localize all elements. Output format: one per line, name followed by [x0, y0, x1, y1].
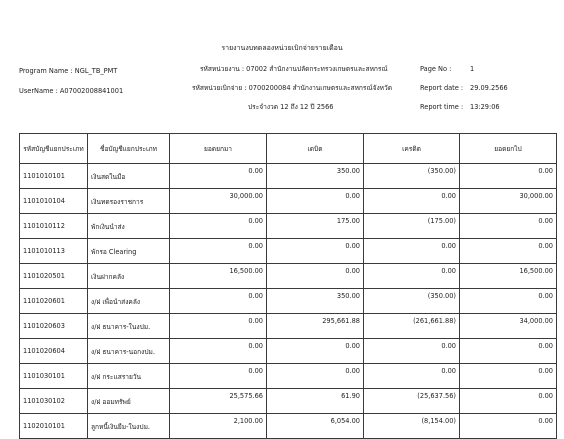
opening-balance: 0.00 — [170, 314, 267, 339]
opening-balance: 2,100.00 — [170, 414, 267, 439]
account-code: 1101020501 — [20, 264, 88, 289]
credit: 0.00 — [364, 339, 460, 364]
opening-balance: 0.00 — [170, 289, 267, 314]
credit: (8,154.00) — [364, 414, 460, 439]
account-code: 1101010113 — [20, 239, 88, 264]
account-name: ง/ฝ ธนาคาร-ในงปม. — [88, 314, 170, 339]
credit: 0.00 — [364, 239, 460, 264]
account-code: 1101020604 — [20, 339, 88, 364]
account-code: 1101020601 — [20, 289, 88, 314]
credit: (25,637.56) — [364, 389, 460, 414]
account-name: เงินทดรองราชการ — [88, 189, 170, 214]
report-time-label: Report time : — [420, 103, 464, 111]
account-name: พักเงินนำส่ง — [88, 214, 170, 239]
report-title: รายงานงบทดลองหน่วยเบิกจ่ายรายเดือน — [221, 44, 343, 52]
opening-balance: 30,000.00 — [170, 189, 267, 214]
account-name: ง/ฝ ออมทรัพย์ — [88, 389, 170, 414]
table-row — [20, 264, 557, 289]
account-code: 1102010101 — [20, 414, 88, 439]
account-code: 1101010104 — [20, 189, 88, 214]
opening-balance: 0.00 — [170, 239, 267, 264]
opening-balance: 0.00 — [170, 364, 267, 389]
closing-balance: 0.00 — [460, 389, 557, 414]
closing-balance: 0.00 — [460, 164, 557, 189]
debit: 0.00 — [267, 339, 364, 364]
table-row — [20, 289, 557, 314]
col-header-account-name: ชื่อบัญชีแยกประเภท — [88, 134, 170, 164]
account-name: เงินฝากคลัง — [88, 264, 170, 289]
account-code: 1101030102 — [20, 389, 88, 414]
col-header-opening-balance: ยอดยกมา — [170, 134, 267, 164]
closing-balance: 0.00 — [460, 289, 557, 314]
credit: (350.00) — [364, 289, 460, 314]
closing-balance: 0.00 — [460, 414, 557, 439]
closing-balance: 0.00 — [460, 364, 557, 389]
disbursing-unit-line: รหัสหน่วยเบิกจ่าย : 0700200084 สำนักงานเกษตรและสหกรณ์จังหวัด — [192, 84, 392, 92]
account-name: เงินสดในมือ — [88, 164, 170, 189]
debit: 175.00 — [267, 214, 364, 239]
closing-balance: 16,500.00 — [460, 264, 557, 289]
col-header-account-code: รหัสบัญชีแยกประเภท — [20, 134, 88, 164]
closing-balance: 0.00 — [460, 239, 557, 264]
debit: 61.90 — [267, 389, 364, 414]
credit: 0.00 — [364, 189, 460, 214]
report-time-value: 13:29:06 — [470, 103, 500, 111]
table-row — [20, 214, 557, 239]
debit: 350.00 — [267, 164, 364, 189]
report-date-value: 29.09.2566 — [470, 84, 508, 92]
account-code: 1101030101 — [20, 364, 88, 389]
closing-balance: 0.00 — [460, 339, 557, 364]
col-header-debit: เดบิต — [267, 134, 364, 164]
credit: (261,661.88) — [364, 314, 460, 339]
period-line: ประจำงวด 12 ถึง 12 ปี 2566 — [248, 103, 334, 111]
page-value: 1 — [470, 65, 475, 73]
account-code: 1101010101 — [20, 164, 88, 189]
opening-balance: 0.00 — [170, 164, 267, 189]
account-code: 1101010112 — [20, 214, 88, 239]
debit: 0.00 — [267, 264, 364, 289]
opening-balance: 25,575.66 — [170, 389, 267, 414]
credit: (350.00) — [364, 164, 460, 189]
table-row — [20, 364, 557, 389]
account-name: ง/ฝ กระแสรายวัน — [88, 364, 170, 389]
debit: 295,661.88 — [267, 314, 364, 339]
report-date-label: Report date : — [420, 84, 464, 92]
debit: 0.00 — [267, 364, 364, 389]
table-header-row — [20, 134, 557, 164]
trial-balance-table — [19, 133, 557, 439]
debit: 0.00 — [267, 239, 364, 264]
table-row — [20, 414, 557, 439]
credit: 0.00 — [364, 264, 460, 289]
debit: 6,054.00 — [267, 414, 364, 439]
table-row — [20, 339, 557, 364]
credit: 0.00 — [364, 364, 460, 389]
agency-line: รหัสหน่วยงาน : 07002 สำนักงานปลัดกระทรวงเกษตรและสหกรณ์ — [200, 65, 388, 73]
account-name: ง/ฝ เพื่อนำส่งคลัง — [88, 289, 170, 314]
table-row — [20, 189, 557, 214]
account-name: ง/ฝ ธนาคาร-นอกงปม. — [88, 339, 170, 364]
program-name: Program Name : NGL_TB_PMT — [19, 67, 118, 75]
opening-balance: 0.00 — [170, 214, 267, 239]
debit: 350.00 — [267, 289, 364, 314]
page-label: Page No : — [420, 65, 452, 73]
col-header-credit: เครดิต — [364, 134, 460, 164]
account-code: 1101020603 — [20, 314, 88, 339]
closing-balance: 34,000.00 — [460, 314, 557, 339]
table-row — [20, 239, 557, 264]
table-row — [20, 389, 557, 414]
debit: 0.00 — [267, 189, 364, 214]
col-header-closing-balance: ยอดยกไป — [460, 134, 557, 164]
table-row — [20, 164, 557, 189]
closing-balance: 0.00 — [460, 214, 557, 239]
closing-balance: 30,000.00 — [460, 189, 557, 214]
table-row — [20, 314, 557, 339]
user-name: UserName : A07002008841001 — [19, 87, 124, 95]
credit: (175.00) — [364, 214, 460, 239]
opening-balance: 16,500.00 — [170, 264, 267, 289]
account-name: พักรอ Clearing — [88, 239, 170, 264]
opening-balance: 0.00 — [170, 339, 267, 364]
account-name: ลูกหนี้เงินยืม-ในงปม. — [88, 414, 170, 439]
